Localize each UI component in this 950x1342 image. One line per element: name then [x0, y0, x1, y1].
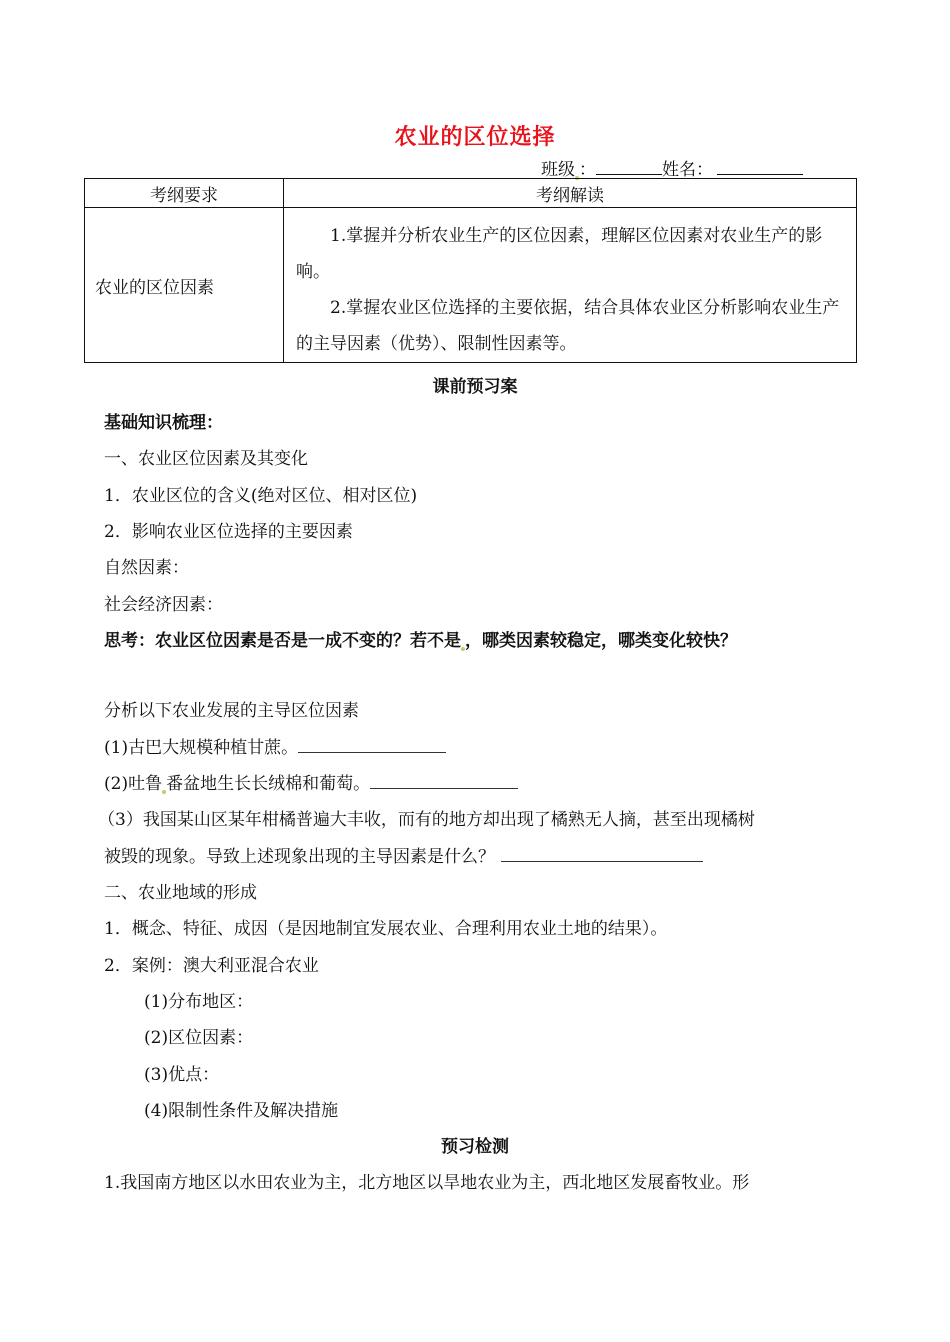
class-name-line [541, 155, 803, 180]
analysis-intro: 分析以下农业发展的主导区位因素 [104, 701, 359, 721]
part2-item2: 2．案例：澳大利亚混合农业 [104, 956, 319, 976]
basics-title: 基础知识梳理： [104, 413, 223, 433]
analysis-q1-text: (1)古巴大规模种植甘蔗。 [104, 738, 299, 758]
section-preview: 课前预习案 [432, 377, 518, 397]
analysis-q3-line2 [104, 842, 703, 867]
part2-item1: 1．概念、特征、成因（是因地制宜发展农业、合理利用农业土地的结果）。 [104, 919, 668, 939]
answer-blank-q3[interactable] [501, 847, 703, 862]
requirement-2: 2.掌握农业区位选择的主要依据，结合具体农业区分析影响农业生产的主导因素（优势）、限制性因素等。 [296, 298, 840, 354]
analysis-q2-text-b: 番盆地生长长绒棉和葡萄。 [166, 774, 371, 794]
part2-sub4: (4)限制性条件及解决措施 [144, 1101, 339, 1121]
answer-blank-q1[interactable] [298, 738, 446, 753]
table-head-left: 考纲要求 [85, 179, 284, 208]
check-question-1: 1.我国南方地区以水田农业为主，北方地区以旱地农业为主，西北地区发展畜牧业。形 [104, 1173, 750, 1193]
class-colon: ： [579, 160, 596, 180]
section-check: 预习检测 [441, 1137, 509, 1157]
part1-item2: 2．影响农业区位选择的主要因素 [104, 522, 353, 542]
syllabus-table [84, 178, 857, 363]
part1-heading: 一、农业区位因素及其变化 [104, 449, 308, 469]
think-question [104, 626, 737, 651]
answer-blank-q2[interactable] [370, 774, 518, 789]
table-head-right: 考纲解读 [284, 179, 857, 208]
analysis-q3-text: 被毁的现象。导致上述现象出现的主导因素是什么？ [104, 847, 495, 867]
part2-heading: 二、农业地域的形成 [104, 883, 257, 903]
requirement-1: 1.掌握并分析农业生产的区位因素，理解区位因素对农业生产的影响。 [296, 226, 823, 282]
think-question-b: ，哪类因素较稳定，哪类变化较快？ [465, 631, 737, 651]
table-row-right [284, 208, 857, 363]
page-title: 农业的区位选择 [394, 124, 556, 150]
analysis-q2 [104, 769, 518, 794]
class-blank[interactable] [596, 158, 662, 175]
part1-item1: 1．农业区位的含义(绝对区位、相对区位) [104, 486, 418, 506]
social-factors: 社会经济因素： [104, 595, 223, 615]
part2-sub2: (2)区位因素： [144, 1028, 254, 1048]
analysis-q1 [104, 733, 446, 758]
name-blank[interactable] [717, 158, 803, 175]
part2-sub1: (1)分布地区： [144, 992, 254, 1012]
table-row-left: 农业的区位因素 [85, 208, 284, 363]
class-label: 班级 [541, 160, 575, 180]
part2-sub3: (3)优点： [144, 1065, 220, 1085]
analysis-q3-line1: （3）我国某山区某年柑橘普遍大丰收，而有的地方却出现了橘熟无人摘，甚至出现橘树 [98, 810, 755, 830]
name-label: 姓名： [662, 160, 713, 180]
natural-factors: 自然因素： [104, 558, 189, 578]
analysis-q2-text-a: (2)吐鲁 [104, 774, 163, 794]
think-question-a: 思考：农业区位因素是否是一成不变的？若不是 [104, 631, 461, 651]
